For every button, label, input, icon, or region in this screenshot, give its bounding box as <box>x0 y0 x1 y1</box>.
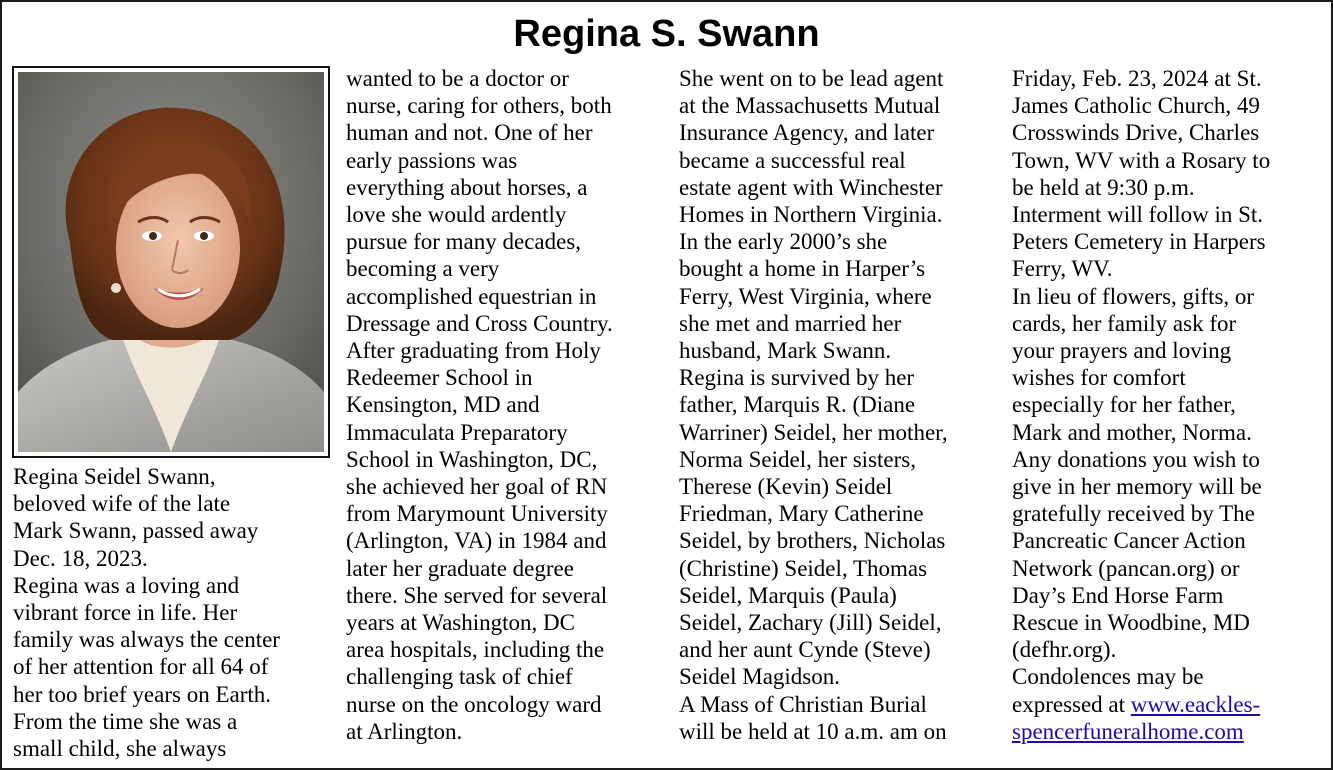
text-line: father, Marquis R. (Diane <box>679 392 916 418</box>
text-line: After graduating from Holy <box>346 338 601 364</box>
text-column-4 <box>1012 65 1270 745</box>
text-line: pursue for many decades, <box>346 229 582 255</box>
text-line: Crosswinds Drive, Charles <box>1012 120 1260 146</box>
text-line: years at Washington, DC <box>346 610 575 636</box>
text-line: (Arlington, VA) in 1984 and <box>346 528 607 554</box>
text-line: Seidel, Marquis (Paula) <box>679 582 897 608</box>
text-line: cards, her family ask for <box>1012 310 1237 336</box>
text-line: of her attention for all 64 of <box>13 654 269 680</box>
text-column-2 <box>346 65 613 745</box>
text-line <box>1012 691 1270 718</box>
text-line: nurse, caring for others, both <box>346 93 612 119</box>
text-line: (defhr.org). <box>1012 637 1117 663</box>
text-line: family was always the center <box>13 627 280 653</box>
text-line: there. She served for several <box>346 582 608 608</box>
text-line: everything about horses, a <box>346 174 588 200</box>
text-line: gratefully received by The <box>1012 501 1255 527</box>
text-line: becoming a very <box>346 256 500 282</box>
text-line: A Mass of Christian Burial <box>679 691 927 717</box>
text-line: human and not. One of her <box>346 120 593 146</box>
text-line: (Christine) Seidel, Thomas <box>679 555 928 581</box>
text-line: Seidel Magidson. <box>679 664 840 690</box>
text-line: at Arlington. <box>346 718 463 744</box>
text-line: Interment will follow in St. <box>1012 202 1264 228</box>
text-line: small child, she always <box>13 736 227 762</box>
text-line: Peters Cemetery in Harpers <box>1012 229 1266 255</box>
text-line: from Marymount University <box>346 501 608 527</box>
text-line: Kensington, MD and <box>346 392 540 418</box>
text-column-3 <box>679 65 948 745</box>
text-line: Ferry, WV. <box>1012 256 1113 282</box>
text-line: Regina was a loving and <box>13 572 240 598</box>
text-line: Seidel, by brothers, Nicholas <box>679 528 946 554</box>
text-line: Warriner) Seidel, her mother, <box>679 419 948 445</box>
text-line: wanted to be a doctor or <box>346 66 569 91</box>
text-line: nurse on the oncology ward <box>346 691 602 717</box>
text-line: Redeemer School in <box>346 365 533 391</box>
condolence-prefix: expressed at <box>1012 691 1131 717</box>
text-line: Seidel, Zachary (Jill) Seidel, <box>679 610 942 636</box>
text-line: and her aunt Cynde (Steve) <box>679 637 931 663</box>
text-line: area hospitals, including the <box>346 637 605 663</box>
text-line: estate agent with Winchester <box>679 174 943 200</box>
text-line: your prayers and loving <box>1012 338 1232 364</box>
text-line: Insurance Agency, and later <box>679 120 935 146</box>
text-line: love she would ardently <box>346 202 567 228</box>
text-line: In the early 2000’s she <box>679 229 888 255</box>
text-line: Friday, Feb. 23, 2024 at St. <box>1012 66 1262 91</box>
text-line: beloved wife of the late <box>13 491 231 517</box>
text-line: In lieu of flowers, gifts, or <box>1012 283 1255 309</box>
text-line: Network (pancan.org) or <box>1012 555 1240 581</box>
text-line: early passions was <box>346 147 518 173</box>
portrait-photo <box>12 66 330 458</box>
text-line: challenging task of chief <box>346 664 573 690</box>
text-line: Therese (Kevin) Seidel <box>679 474 893 500</box>
text-line: Condolences may be <box>1012 664 1204 690</box>
text-line: Norma Seidel, her sisters, <box>679 446 916 472</box>
text-line: wishes for comfort <box>1012 365 1186 391</box>
text-line: be held at 9:30 p.m. <box>1012 174 1195 200</box>
text-line: Rescue in Woodbine, MD <box>1012 610 1250 636</box>
text-line: accomplished equestrian in <box>346 283 597 309</box>
text-line: James Catholic Church, 49 <box>1012 93 1260 119</box>
text-line: Pancreatic Cancer Action <box>1012 528 1246 554</box>
text-line: will be held at 10 a.m. am on <box>679 718 947 744</box>
text-line: She went on to be lead agent <box>679 66 944 91</box>
text-column-1 <box>13 463 280 762</box>
text-line: Mark and mother, Norma. <box>1012 419 1252 445</box>
text-line: Dressage and Cross Country. <box>346 310 613 336</box>
text-line: she met and married her <box>679 310 902 336</box>
text-line: Mark Swann, passed away <box>13 518 259 544</box>
text-line: Regina is survived by her <box>679 365 915 391</box>
text-line: Immaculata Preparatory <box>346 419 568 445</box>
portrait-image <box>18 72 324 452</box>
text-line: she achieved her goal of RN <box>346 474 608 500</box>
text-line: Day’s End Horse Farm <box>1012 582 1224 608</box>
text-line: husband, Mark Swann. <box>679 338 892 364</box>
text-line: especially for her father, <box>1012 392 1236 418</box>
text-line: became a successful real <box>679 147 906 173</box>
text-line: Any donations you wish to <box>1012 446 1260 472</box>
text-line: vibrant force in life. Her <box>13 600 238 626</box>
text-line: Dec. 18, 2023. <box>13 545 148 571</box>
text-line: Homes in Northern Virginia. <box>679 202 943 228</box>
funeral-home-link-continued[interactable]: spencerfuneralhome.com <box>1012 718 1244 744</box>
funeral-home-link[interactable]: www.eackles- <box>1130 691 1261 717</box>
text-line: later her graduate degree <box>346 555 574 581</box>
text-line: give in her memory will be <box>1012 474 1262 500</box>
text-line: Town, WV with a Rosary to <box>1012 147 1271 173</box>
text-line: From the time she was a <box>13 708 238 734</box>
text-line: Ferry, West Virginia, where <box>679 283 932 309</box>
obituary-title: Regina S. Swann <box>513 13 820 55</box>
text-line: her too brief years on Earth. <box>13 681 272 707</box>
text-line: bought a home in Harper’s <box>679 256 926 282</box>
text-line <box>1012 718 1270 745</box>
text-line: Regina Seidel Swann, <box>13 464 216 489</box>
text-line: School in Washington, DC, <box>346 446 598 472</box>
text-line: Friedman, Mary Catherine <box>679 501 924 527</box>
text-line: at the Massachusetts Mutual <box>679 93 941 119</box>
